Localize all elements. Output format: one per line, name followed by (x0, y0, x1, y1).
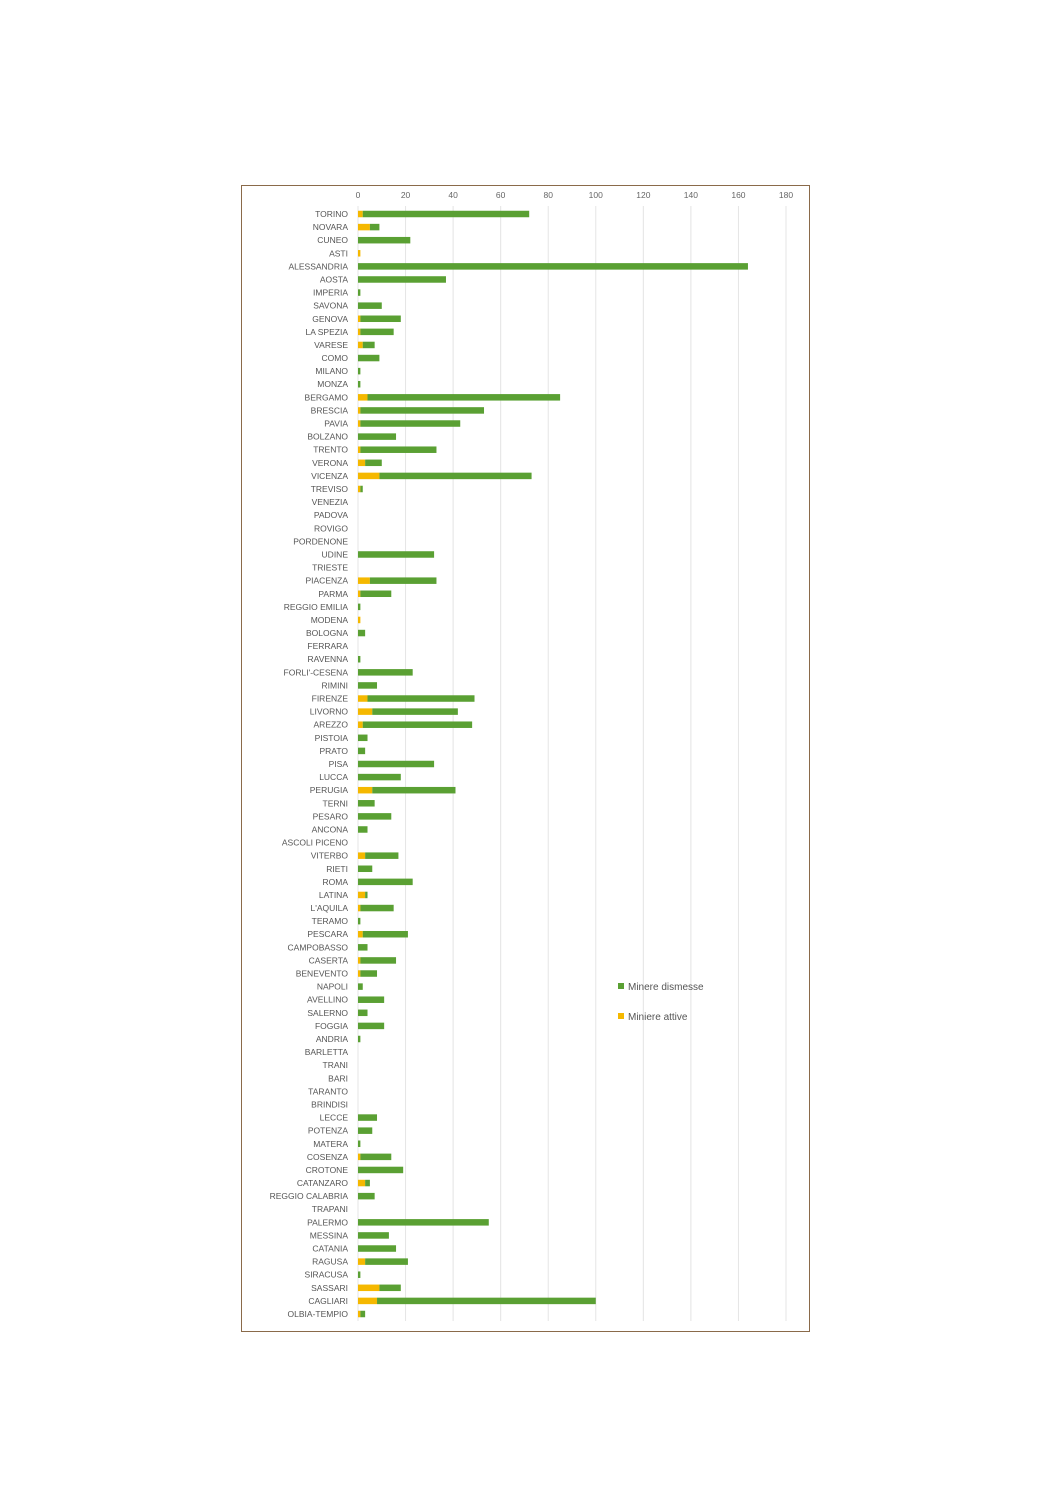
bar-minere-dismesse (360, 1154, 391, 1161)
category-label: VENEZIA (311, 497, 348, 508)
bar-minere-dismesse (358, 944, 368, 951)
category-label: BARI (328, 1073, 348, 1084)
bar-minere-dismesse (358, 983, 363, 990)
legend-swatch-dismesse (618, 983, 624, 989)
bar-minere-dismesse (358, 263, 748, 270)
bar-minere-dismesse (363, 721, 472, 728)
bar-miniere-attive (358, 224, 370, 231)
bar-minere-dismesse (358, 630, 365, 637)
category-label: RAVENNA (307, 654, 348, 665)
bar-minere-dismesse (358, 735, 368, 742)
bar-miniere-attive (358, 905, 360, 912)
category-label: PORDENONE (293, 536, 348, 547)
bar-minere-dismesse (358, 433, 396, 440)
bar-minere-dismesse (358, 604, 360, 611)
category-label: TRENTO (313, 444, 348, 455)
bar-minere-dismesse (368, 394, 561, 401)
category-label: PALERMO (307, 1217, 348, 1228)
category-label: CATANIA (312, 1243, 348, 1254)
category-label: FORLI'-CESENA (283, 667, 348, 678)
bar-minere-dismesse (360, 1311, 365, 1318)
bar-minere-dismesse (358, 1232, 389, 1239)
category-label: PISTOIA (314, 732, 348, 743)
bar-minere-dismesse (360, 957, 396, 964)
bar-minere-dismesse (372, 708, 458, 715)
category-label: L'AQUILA (310, 903, 348, 914)
bar-minere-dismesse (358, 551, 434, 558)
category-label: UDINE (321, 549, 348, 560)
bar-miniere-attive (358, 211, 363, 218)
x-tick-label: 100 (588, 190, 603, 200)
bar-minere-dismesse (358, 682, 377, 689)
bar-miniere-attive (358, 342, 363, 349)
bar-miniere-attive (358, 1298, 377, 1305)
bar-minere-dismesse (360, 316, 400, 323)
bar-minere-dismesse (358, 669, 413, 676)
bar-miniere-attive (358, 591, 360, 598)
category-label: PADOVA (313, 510, 348, 521)
x-axis-ticks (356, 190, 794, 200)
x-tick-label: 40 (448, 190, 458, 200)
legend-label-dismesse: Minere dismesse (628, 982, 704, 993)
bar-minere-dismesse (358, 1114, 377, 1121)
bar-minere-dismesse (363, 931, 408, 938)
bar-minere-dismesse (358, 813, 391, 820)
category-label: BRESCIA (310, 405, 348, 416)
bar-miniere-attive (358, 1258, 365, 1265)
bar-miniere-attive (358, 407, 360, 414)
category-label: FIRENZE (311, 693, 348, 704)
bar-miniere-attive (358, 695, 368, 702)
bar-minere-dismesse (370, 577, 437, 584)
bar-miniere-attive (358, 892, 365, 899)
x-tick-label: 160 (731, 190, 746, 200)
bar-miniere-attive (358, 577, 370, 584)
category-label: RIETI (326, 863, 348, 874)
bar-miniere-attive (358, 617, 360, 624)
category-label: ROMA (322, 876, 348, 887)
bar-minere-dismesse (358, 774, 401, 781)
bar-minere-dismesse (358, 866, 372, 873)
x-tick-label: 180 (778, 190, 794, 200)
bar-minere-dismesse (360, 591, 391, 598)
bar-miniere-attive (358, 420, 360, 427)
bar-minere-dismesse (365, 892, 367, 899)
category-label: TERAMO (311, 916, 348, 927)
category-label: VITERBO (310, 850, 348, 861)
bar-minere-dismesse (360, 329, 393, 336)
category-label: CUNEO (317, 235, 348, 246)
bar-minere-dismesse (358, 879, 413, 886)
bar-miniere-attive (358, 721, 363, 728)
category-label: BOLOGNA (305, 628, 348, 639)
category-label: PAVIA (324, 418, 348, 429)
bar-miniere-attive (358, 446, 360, 453)
bar-minere-dismesse (358, 1010, 368, 1017)
bar-minere-dismesse (363, 342, 375, 349)
bar-minere-dismesse (358, 1219, 489, 1226)
bar-miniere-attive (358, 1154, 360, 1161)
category-label: BENEVENTO (295, 968, 348, 979)
category-label: CATANZARO (296, 1178, 348, 1189)
bar-minere-dismesse (358, 748, 365, 755)
x-tick-label: 20 (400, 190, 411, 200)
category-label: TORINO (315, 209, 348, 219)
bar-minere-dismesse (377, 1298, 596, 1305)
bar-minere-dismesse (358, 237, 410, 244)
bar-minere-dismesse (358, 1036, 360, 1043)
bar-minere-dismesse (358, 656, 360, 663)
bar-minere-dismesse (358, 996, 384, 1003)
category-label: TRIESTE (312, 562, 348, 573)
category-label: OLBIA-TEMPIO (287, 1309, 348, 1319)
category-label: CROTONE (305, 1164, 348, 1175)
category-label: ANDRIA (315, 1034, 348, 1044)
category-label: POTENZA (307, 1125, 348, 1136)
category-labels (270, 209, 349, 1319)
category-label: TARANTO (308, 1086, 348, 1097)
category-label: PARMA (318, 588, 348, 599)
category-label: LIVORNO (309, 706, 348, 717)
bar-minere-dismesse (358, 761, 434, 768)
x-tick-label: 140 (683, 190, 698, 200)
bars (358, 211, 748, 1318)
bar-minere-dismesse (365, 1258, 408, 1265)
category-label: ANCONA (311, 824, 348, 835)
category-label: AOSTA (319, 274, 348, 285)
bar-minere-dismesse (358, 1245, 396, 1252)
bar-miniere-attive (358, 460, 365, 467)
legend-label-attive: Miniere attive (628, 1012, 688, 1023)
category-label: REGGIO EMILIA (283, 601, 348, 612)
bar-miniere-attive (358, 852, 365, 859)
bar-miniere-attive (358, 787, 372, 794)
category-label: PERUGIA (309, 785, 348, 796)
category-label: NOVARA (312, 222, 348, 233)
category-label: PIACENZA (305, 575, 348, 586)
category-label: BERGAMO (304, 392, 348, 403)
category-label: TRANI (322, 1060, 348, 1071)
bar-minere-dismesse (358, 1127, 372, 1134)
category-label: COMO (321, 353, 348, 364)
bar-minere-dismesse (363, 211, 529, 218)
category-label: VERONA (312, 457, 348, 468)
bar-minere-dismesse (360, 486, 362, 493)
category-label: SASSARI (311, 1282, 348, 1293)
bar-minere-dismesse (358, 1023, 384, 1030)
category-label: MONZA (317, 379, 348, 390)
category-label: PISA (328, 759, 348, 769)
bar-miniere-attive (358, 394, 368, 401)
category-label: LUCCA (319, 772, 348, 783)
category-label: MESSINA (309, 1230, 348, 1241)
category-label: FERRARA (307, 641, 348, 652)
category-label: MATERA (313, 1138, 348, 1149)
category-label: SAVONA (313, 300, 348, 311)
bar-minere-dismesse (365, 1180, 370, 1187)
bar-miniere-attive (358, 250, 360, 257)
bar-minere-dismesse (358, 302, 382, 309)
bar-minere-dismesse (360, 446, 436, 453)
category-label: BRINDISI (311, 1099, 348, 1110)
x-tick-label: 0 (355, 190, 361, 200)
category-label: SIRACUSA (304, 1269, 348, 1280)
bar-miniere-attive (358, 708, 372, 715)
category-label: TREVISO (310, 484, 348, 494)
category-label: TRAPANI (311, 1204, 348, 1215)
category-label: AVELLINO (307, 994, 348, 1005)
category-label: MODENA (310, 614, 348, 625)
bar-miniere-attive (358, 1285, 379, 1292)
bar-minere-dismesse (358, 368, 360, 375)
category-label: LATINA (318, 889, 348, 900)
category-label: LECCE (319, 1112, 348, 1123)
category-label: CAMPOBASSO (287, 942, 348, 953)
category-label: IMPERIA (313, 287, 348, 298)
category-label: VICENZA (311, 470, 348, 481)
bar-minere-dismesse (358, 800, 375, 807)
bar-miniere-attive (358, 931, 363, 938)
category-label: ASTI (329, 248, 348, 259)
bar-miniere-attive (358, 473, 379, 480)
bar-minere-dismesse (370, 224, 380, 231)
bar-miniere-attive (358, 486, 360, 493)
category-label: RAGUSA (312, 1256, 348, 1267)
bar-minere-dismesse (358, 1141, 360, 1148)
category-label: PESARO (312, 811, 348, 822)
chart-frame (241, 185, 810, 1332)
bar-minere-dismesse (379, 473, 531, 480)
bar-minere-dismesse (372, 787, 455, 794)
bar-minere-dismesse (358, 381, 360, 388)
bar-minere-dismesse (368, 695, 475, 702)
category-label: ALESSANDRIA (288, 261, 348, 272)
bar-minere-dismesse (360, 420, 460, 427)
x-tick-label: 60 (495, 190, 506, 200)
category-label: SALERNO (307, 1007, 348, 1018)
bar-minere-dismesse (365, 460, 382, 467)
bar-miniere-attive (358, 316, 360, 323)
category-label: TERNI (322, 798, 348, 809)
category-label: VARESE (314, 339, 348, 350)
bar-miniere-attive (358, 957, 360, 964)
category-label: FOGGIA (314, 1020, 348, 1031)
bar-miniere-attive (358, 1180, 365, 1187)
category-label: AREZZO (313, 719, 348, 730)
bar-minere-dismesse (360, 905, 393, 912)
bar-minere-dismesse (358, 1271, 360, 1278)
category-label: ASCOLI PICENO (281, 837, 348, 848)
bar-miniere-attive (358, 329, 360, 336)
bar-minere-dismesse (360, 970, 377, 977)
bar-miniere-attive (358, 970, 360, 977)
category-label: MILANO (315, 366, 348, 377)
category-label: GENOVA (312, 313, 348, 324)
bar-minere-dismesse (358, 1193, 375, 1200)
category-label: CAGLIARI (308, 1295, 348, 1306)
category-label: NAPOLI (316, 981, 348, 992)
bar-minere-dismesse (379, 1285, 400, 1292)
bar-minere-dismesse (358, 918, 360, 925)
x-tick-label: 80 (543, 190, 553, 200)
bar-minere-dismesse (358, 276, 446, 283)
bar-miniere-attive (358, 1311, 360, 1318)
category-label: CASERTA (308, 955, 348, 966)
bar-minere-dismesse (358, 355, 379, 362)
bar-minere-dismesse (358, 289, 360, 296)
bar-minere-dismesse (360, 407, 484, 414)
x-tick-label: 120 (636, 190, 651, 200)
category-label: REGGIO CALABRIA (269, 1191, 348, 1202)
bar-chart (242, 186, 811, 1333)
bar-minere-dismesse (365, 852, 398, 859)
category-label: ROVIGO (313, 523, 348, 534)
category-label: RIMINI (321, 680, 348, 691)
category-label: LA SPEZIA (305, 326, 348, 337)
category-label: BOLZANO (307, 431, 348, 442)
category-label: COSENZA (306, 1151, 348, 1162)
category-label: PRATO (319, 745, 348, 756)
category-label: PESCARA (307, 929, 348, 940)
category-label: BARLETTA (304, 1047, 348, 1058)
legend-swatch-attive (618, 1013, 624, 1019)
bar-minere-dismesse (358, 1167, 403, 1174)
bar-minere-dismesse (358, 826, 368, 833)
